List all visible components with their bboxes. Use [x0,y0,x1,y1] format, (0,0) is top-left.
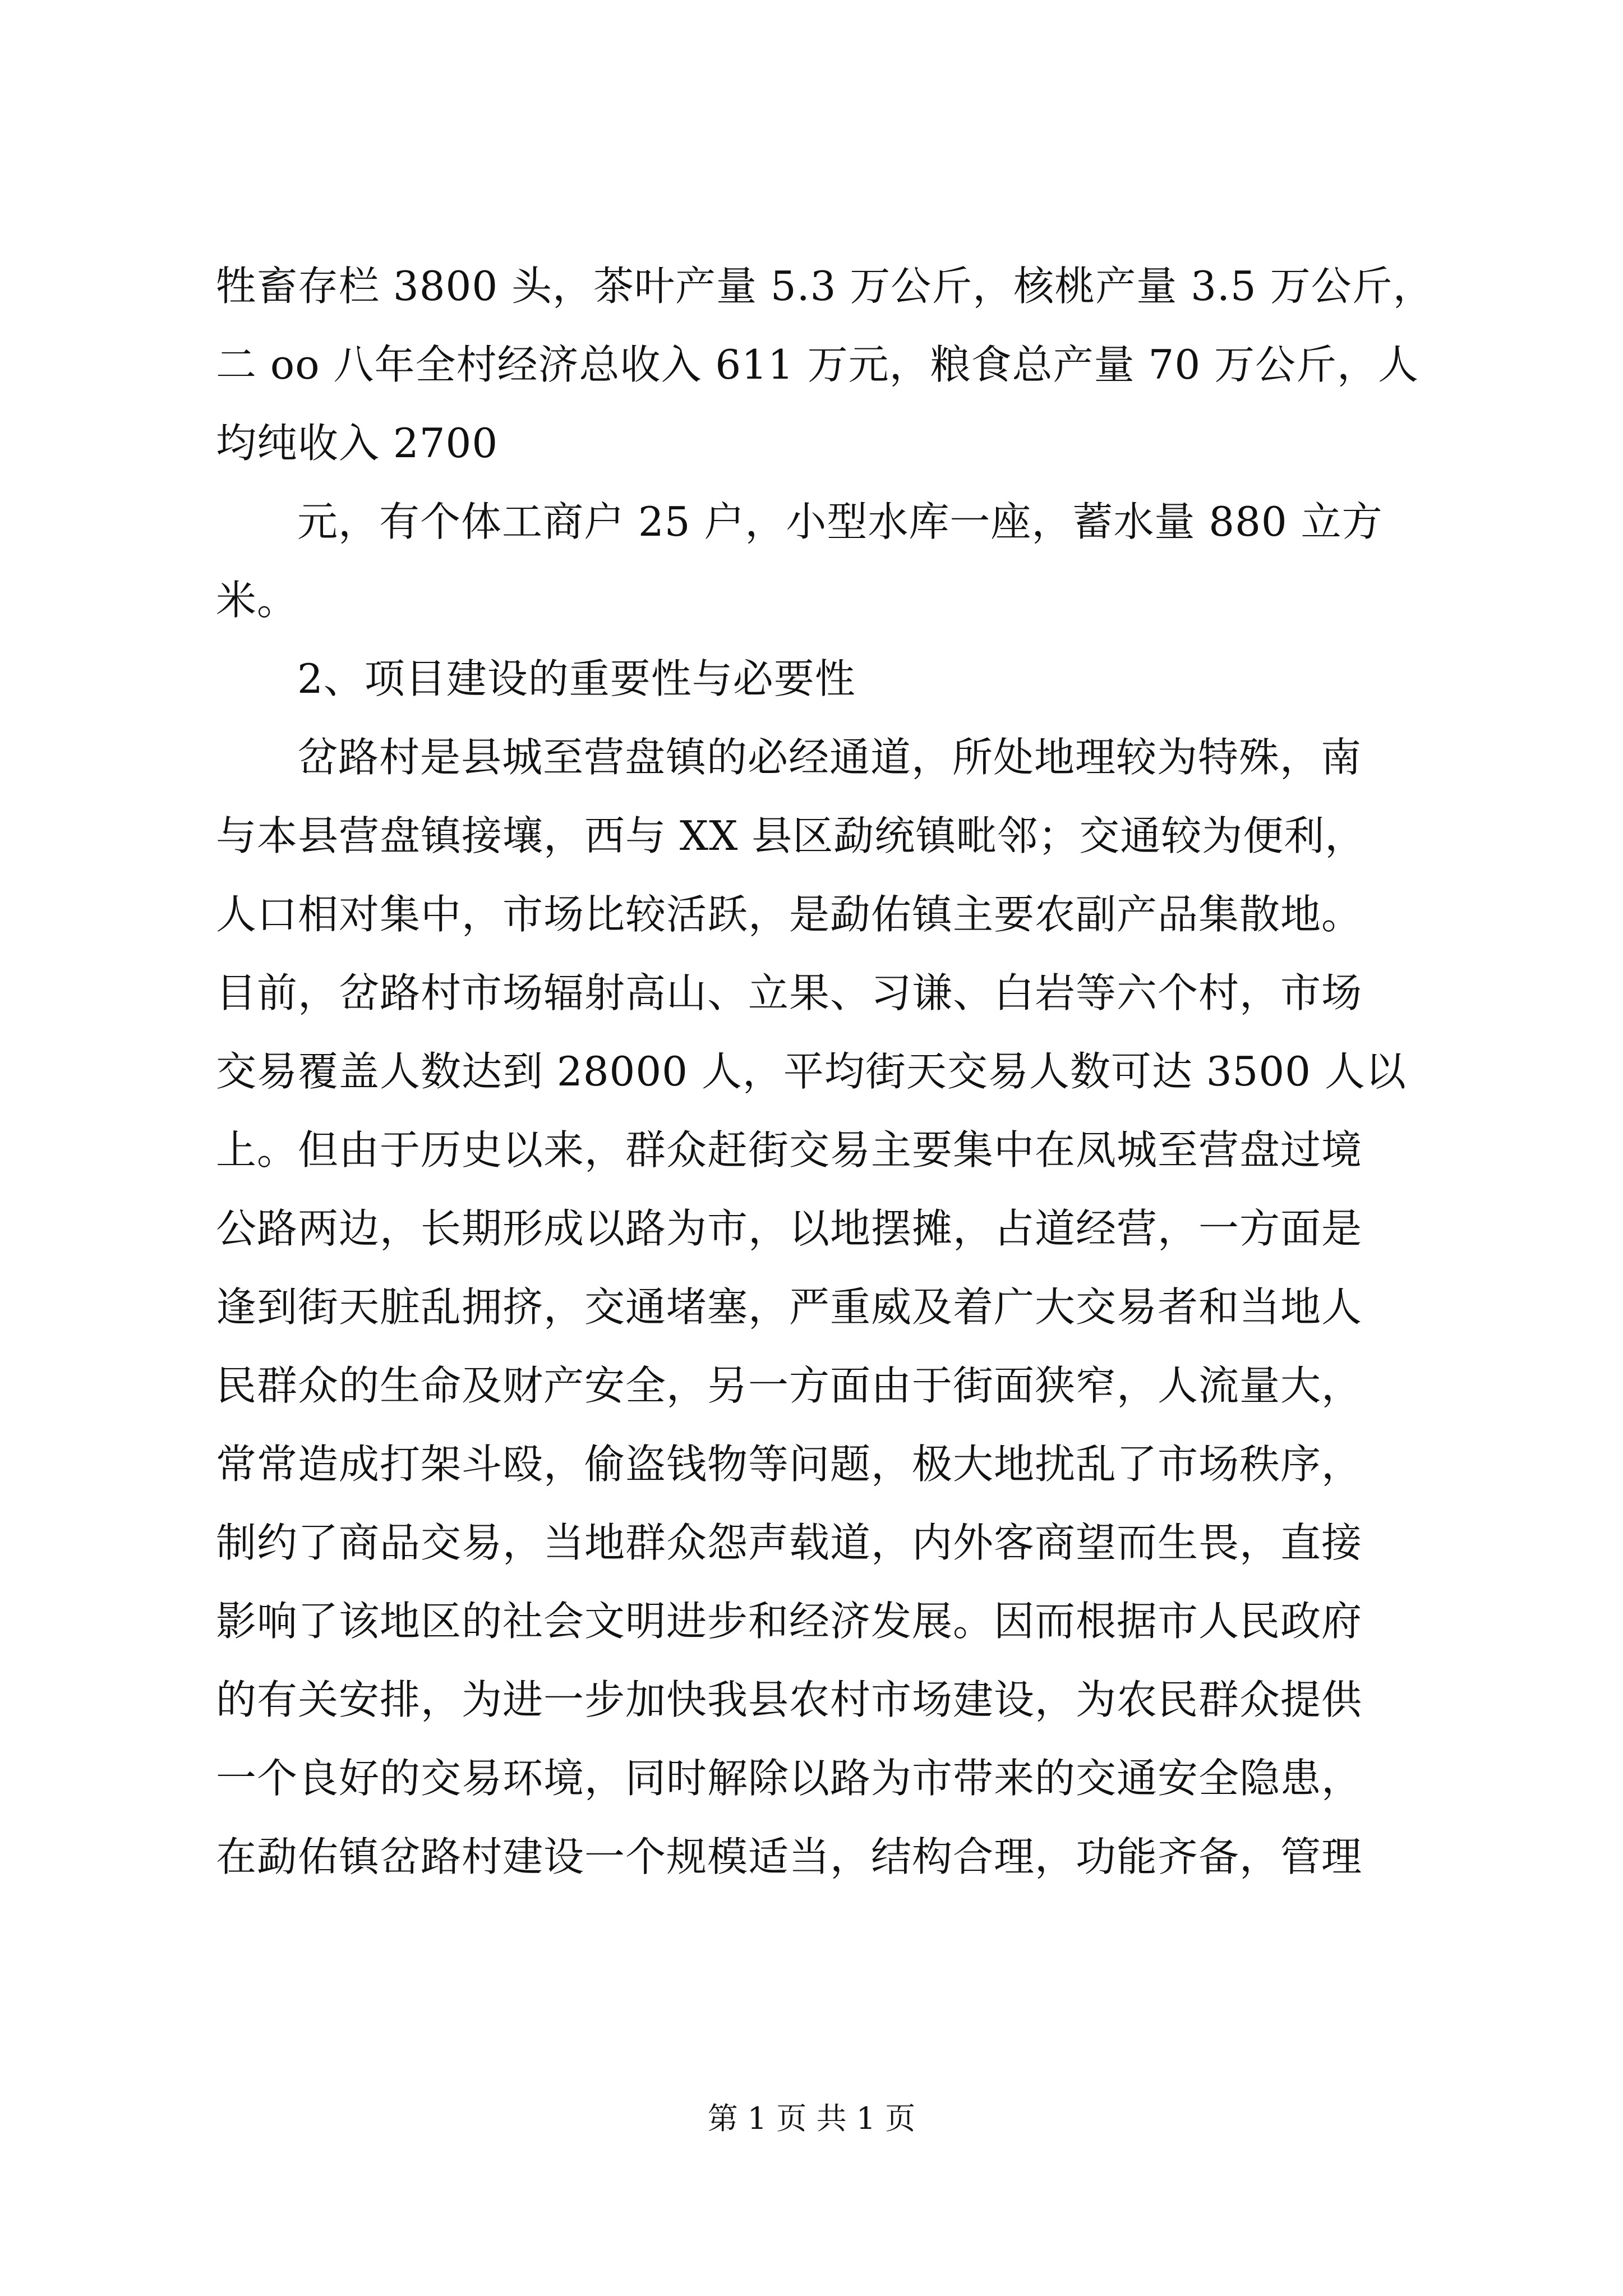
text-line: 牲畜存栏 3800 头，茶叶产量 5.3 万公斤，核桃产量 3.5 万公斤， [216,263,1434,310]
text-line: 均纯收入 2700 [216,420,499,467]
text-line: 制约了商品交易，当地群众怨声载道，内外客商望而生畏，直接 [216,1519,1363,1566]
text-line: 在勐佑镇岔路村建设一个规模适当，结构合理，功能齐备，管理 [216,1833,1363,1880]
text-line: 的有关安排，为进一步加快我县农村市场建设，为农民群众提供 [216,1676,1363,1723]
text-line: 岔路村是县城至营盘镇的必经通道，所处地理较为特殊，南 [297,734,1362,781]
text-line: 民群众的生命及财产安全，另一方面由于街面狭窄，人流量大， [216,1362,1363,1409]
text-line: 逢到街天脏乱拥挤，交通堵塞，严重威及着广大交易者和当地人 [216,1283,1363,1331]
text-line: 影响了该地区的社会文明进步和经济发展。因而根据市人民政府 [216,1598,1363,1645]
text-line: 一个良好的交易环境，同时解除以路为市带来的交通安全隐患， [216,1755,1363,1802]
text-line: 交易覆盖人数达到 28000 人，平均街天交易人数可达 3500 人以 [216,1048,1407,1095]
text-line: 米。 [216,577,298,624]
text-line: 常常造成打架斗殴，偷盗钱物等问题，极大地扰乱了市场秩序， [216,1441,1363,1488]
text-line: 公路两边，长期形成以路为市，以地摆摊，占道经营，一方面是 [216,1205,1363,1252]
text-line: 二 oo 八年全村经济总收入 611 万元，粮食总产量 70 万公斤，人 [216,341,1419,388]
text-line: 上。但由于历史以来，群众赶街交易主要集中在凤城至营盘过境 [216,1126,1363,1174]
page-footer: 第 1 页 共 1 页 [707,2101,916,2136]
text-line: 目前，岔路村市场辐射高山、立果、习谦、白岩等六个村，市场 [216,969,1363,1016]
text-line: 2、项目建设的重要性与必要性 [297,655,856,702]
text-line: 与本县营盘镇接壤，西与 XX 县区勐统镇毗邻；交通较为便利， [216,812,1366,859]
text-line: 人口相对集中，市场比较活跃，是勐佑镇主要农副产品集散地。 [216,891,1363,938]
document-body [216,247,1434,1896]
text-line: 元，有个体工商户 25 户，小型水库一座，蓄水量 880 立方 [297,498,1383,545]
